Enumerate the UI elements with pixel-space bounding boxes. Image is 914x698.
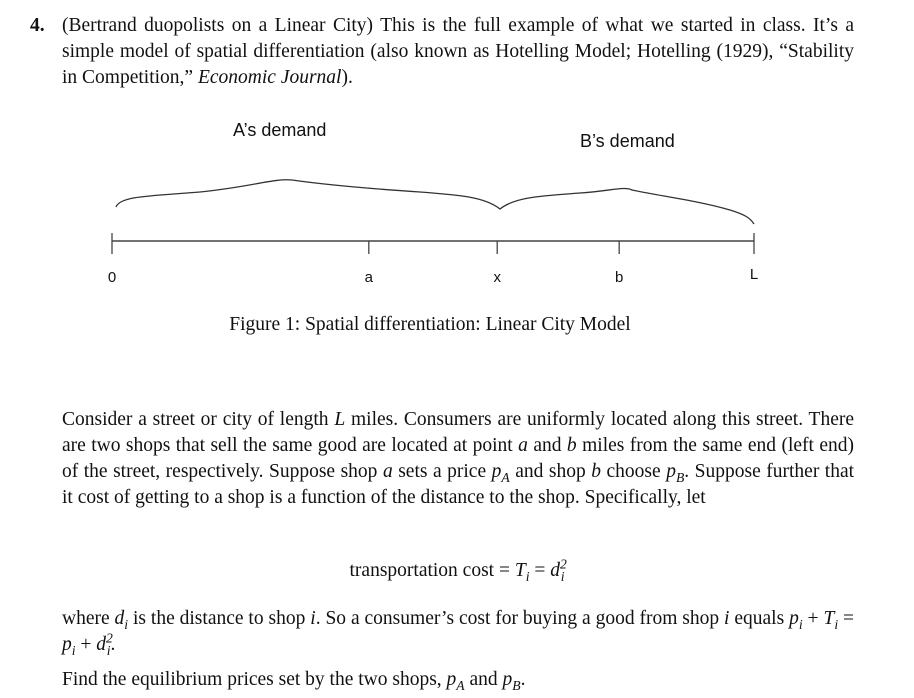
var-di-sq: $d^2_i$ [96,630,113,658]
var-pB: $p_B$ [666,461,685,485]
intro-text: This is the full example of what we started in class. It’s a simple model of spatial differentiation (also known as Hotelling Model; Hotelling (1929), “Stability in Competition,” [62,15,854,88]
p1-text-f: and shop [515,461,586,482]
tick-label-b: b [615,269,624,286]
var-i-2: i [724,608,730,629]
var-L: L [334,409,346,430]
intro-end: ). [341,67,353,88]
var-a-2: a [382,461,393,482]
var-a: a [518,435,528,456]
p2-text-d: equals [734,608,785,629]
body-paragraph-2: where $d_i$ is the distance to shop i. So a consumer’s cost for buying a good from shop i equals $p_i + T_i = p_i + d^2_i$. [62,608,855,658]
eq-T: $T_i$ [514,560,530,584]
var-pA: $p_A$ [491,461,510,485]
p3-text-end: . [520,669,526,690]
p3-text-a: Find the equilibrium prices set by the two shops, [62,669,442,690]
p1-text-b: miles. Consumers are uniformly located along this street. There are two shops that sell the same good are located at point [62,409,855,456]
figure-caption: Figure 1: Spatial differentiation: Linear City Model [229,314,631,335]
var-pB-2: $p_B$ [502,669,521,693]
p1-text-d: miles from the same end (left end) of the street, respectively. Suppose shop [62,435,855,482]
var-b: b [566,435,577,456]
var-b-2: b [591,461,601,482]
var-Ti: $T_i$ [823,608,839,632]
p2-text-c: . So a consumer’s cost for buying a good from shop [315,608,720,629]
p2-text-b: is the distance to shop [133,608,306,629]
body-paragraph-1 [62,407,854,511]
p2-text-a: where [62,608,110,629]
tick-label-a: a [364,269,373,286]
eq-label: transportation cost [349,560,495,581]
tick-label-0: 0 [107,269,117,286]
var-pA-2: $p_A$ [446,669,465,693]
var-pi-2: $p_i$ [62,634,76,658]
var-pi: $p_i$ [789,608,803,632]
intro-title: (Bertrand duopolists on a Linear City) [62,15,374,36]
tick-label-x: x [493,269,501,286]
problem-number: 4. [30,15,45,36]
street-ticks [112,233,754,254]
p1-text-g: choose [606,461,661,482]
transport-cost-equation: transportation $\cos t = T_i = d^2_i$ [349,556,567,584]
p3-text-and: and [469,669,498,690]
demand-brace [116,180,754,224]
p1-text-h: . Suppose further that it cost of getting to a shop is a function of the distance to the shop. Specifically, let [62,461,855,508]
a-demand-label: A’s demand [233,120,327,140]
intro-journal: Economic Journal [197,67,342,88]
p1-text-a: Consider a street or city of length [62,409,329,430]
eq-d: $d^2_i$ [550,556,567,584]
var-di: $d_i$ [114,608,129,632]
p1-text-e: sets a price [398,461,487,482]
tick-label-L: L [749,266,759,283]
body-paragraph-3 [62,667,854,693]
p1-text-c: and [533,435,562,456]
var-i: i [310,608,316,629]
b-demand-label: B’s demand [580,131,675,151]
